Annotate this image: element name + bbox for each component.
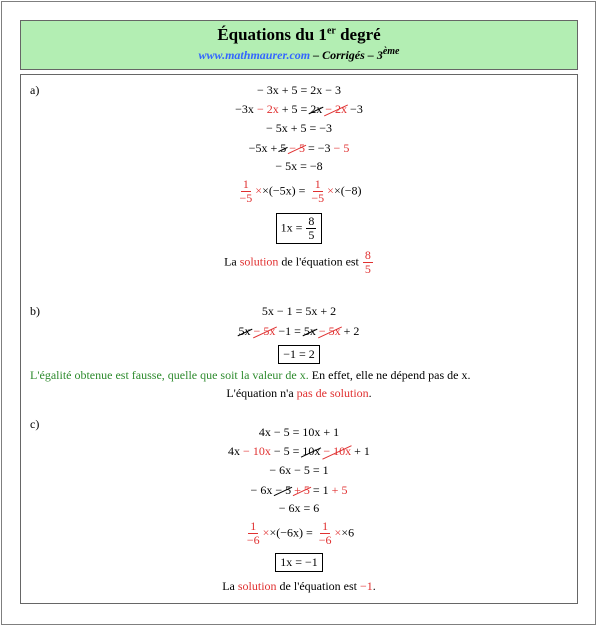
b-line-1: 5x − 1 = 5x + 2 [261,304,337,318]
exercise-a-label: a) [30,83,40,97]
c-line-4: − 6x − 5 + 5 = 1 + 5 [250,483,348,497]
a-line-4: −5x + 5 − 5 = −3 − 5 [248,141,350,155]
a-line-3: − 5x + 5 = −3 [265,121,333,135]
c-line-3: − 6x − 5 = 1 [269,463,329,477]
page-subtitle: www.mathmaurer.com – Corrigés – 3ème [198,46,400,62]
b-result-box: −1 = 2 [21,345,577,364]
b-line-2: 5x − 5x −1 = 5x − 5x + 2 [238,324,360,338]
page-title: Équations du 1er degré [217,25,381,44]
c-line-2: 4x − 10x − 5 = 10x − 10x + 1 [228,444,370,458]
c-line-5: − 6x = 6 [278,501,320,515]
exercise-b-label: b) [30,304,40,318]
a-line-6: $\frac{1}{-5}$ ××(−5x) = $\frac{1}{-5}$ ××(−8) [239,177,362,205]
site-link[interactable]: www.mathmaurer.com [198,48,311,62]
solutions-box [20,74,578,604]
c-line-1: 4x − 5 = 10x + 1 [258,425,340,439]
header-banner [20,20,578,70]
c-result-box: 1x = −1 [21,553,577,572]
a-solution: La solution de l'équation est $\frac{8}{5}$ [224,248,371,276]
a-line-2: −3x − 2x + 5 = 2x − 2x −3 [235,102,363,116]
c-solution: La solution de l'équation est −1. [222,579,376,593]
c-line-6: $\frac{1}{-6}$ ××(−6x) = $\frac{1}{-6}$ ××6 [246,519,355,547]
exercise-c-label: c) [30,417,40,431]
a-line-1: − 3x + 5 = 2x − 3 [256,83,342,97]
b-note: L'égalité obtenue est fausse, quelle que soit la valeur de x. En effet, elle ne dépend pas de x. [30,368,471,382]
a-line-5: − 5x = −8 [275,159,323,173]
b-conclusion: L'équation n'a pas de solution. [226,386,372,400]
a-result-box: 1x = $\frac{8}{5}$ [21,213,577,244]
